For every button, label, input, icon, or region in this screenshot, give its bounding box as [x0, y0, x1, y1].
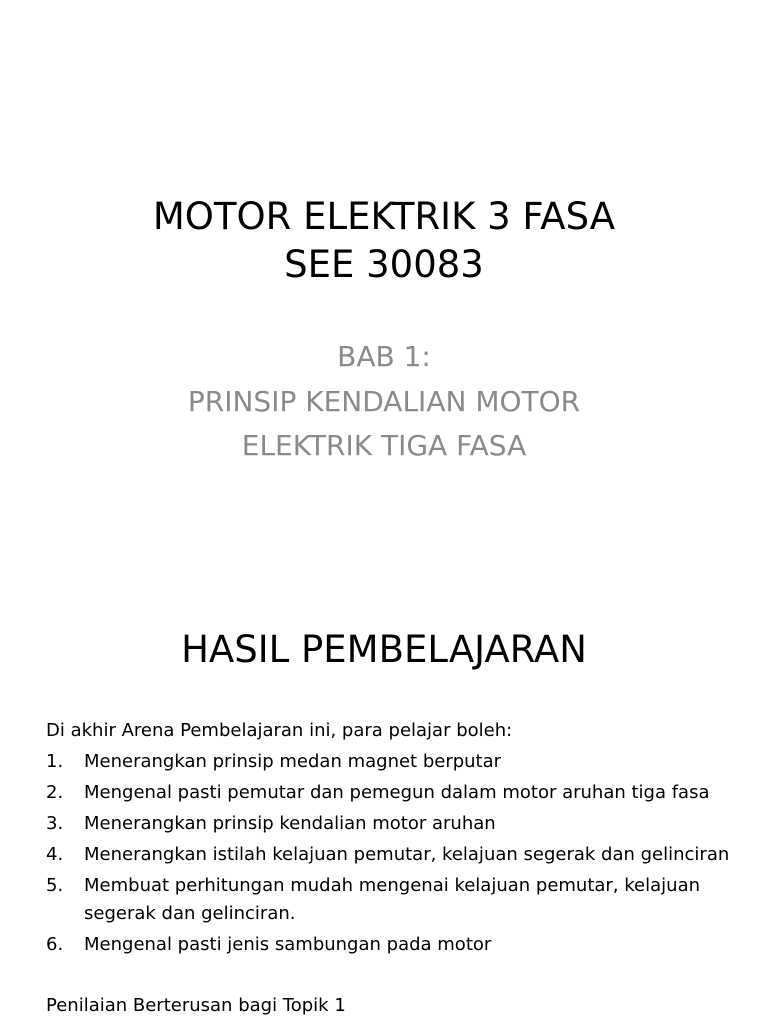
list-text: Menerangkan prinsip kendalian motor aruhan	[84, 813, 496, 834]
list-text: Mengenal pasti jenis sambungan pada motor	[84, 934, 492, 955]
footer-note: Penilaian Berterusan bagi Topik 1	[46, 995, 346, 1016]
list-item	[46, 746, 746, 777]
subtitle-line-2: PRINSIP KENDALIAN MOTOR	[187, 385, 581, 418]
list-number: 2.	[46, 782, 64, 803]
slide-title	[0, 193, 768, 289]
list-number: 1.	[46, 751, 64, 772]
list-item	[46, 870, 746, 929]
title-line-2: SEE 30083	[284, 243, 484, 286]
list-number: 6.	[46, 934, 64, 955]
objectives-list	[46, 746, 746, 960]
title-line-1: MOTOR ELEKTRIK 3 FASA	[152, 195, 616, 238]
intro-text: Di akhir Arena Pembelajaran ini, para pelajar boleh:	[46, 720, 513, 741]
list-item	[46, 808, 746, 839]
list-item	[46, 839, 746, 870]
subtitle-line-1: BAB 1:	[337, 340, 431, 373]
list-item	[46, 777, 746, 808]
learning-outcomes-slide	[0, 576, 768, 1024]
slide-subtitle	[0, 334, 768, 468]
list-number: 5.	[46, 875, 64, 896]
list-number: 3.	[46, 813, 64, 834]
list-text: Menerangkan prinsip medan magnet berputar	[84, 751, 502, 772]
list-text: Membuat perhitungan mudah mengenai kelajuan pemutar, kelajuan segerak dan gelinciran.	[84, 875, 701, 924]
list-item	[46, 929, 746, 960]
list-text: Mengenal pasti pemutar dan pemegun dalam motor aruhan tiga fasa	[84, 782, 710, 803]
list-text: Menerangkan istilah kelajuan pemutar, kelajuan segerak dan gelinciran	[84, 844, 730, 865]
subtitle-line-3: ELEKTRIK TIGA FASA	[241, 429, 527, 462]
list-number: 4.	[46, 844, 64, 865]
outcomes-body	[46, 715, 746, 960]
section-heading: HASIL PEMBELAJARAN	[181, 628, 587, 671]
